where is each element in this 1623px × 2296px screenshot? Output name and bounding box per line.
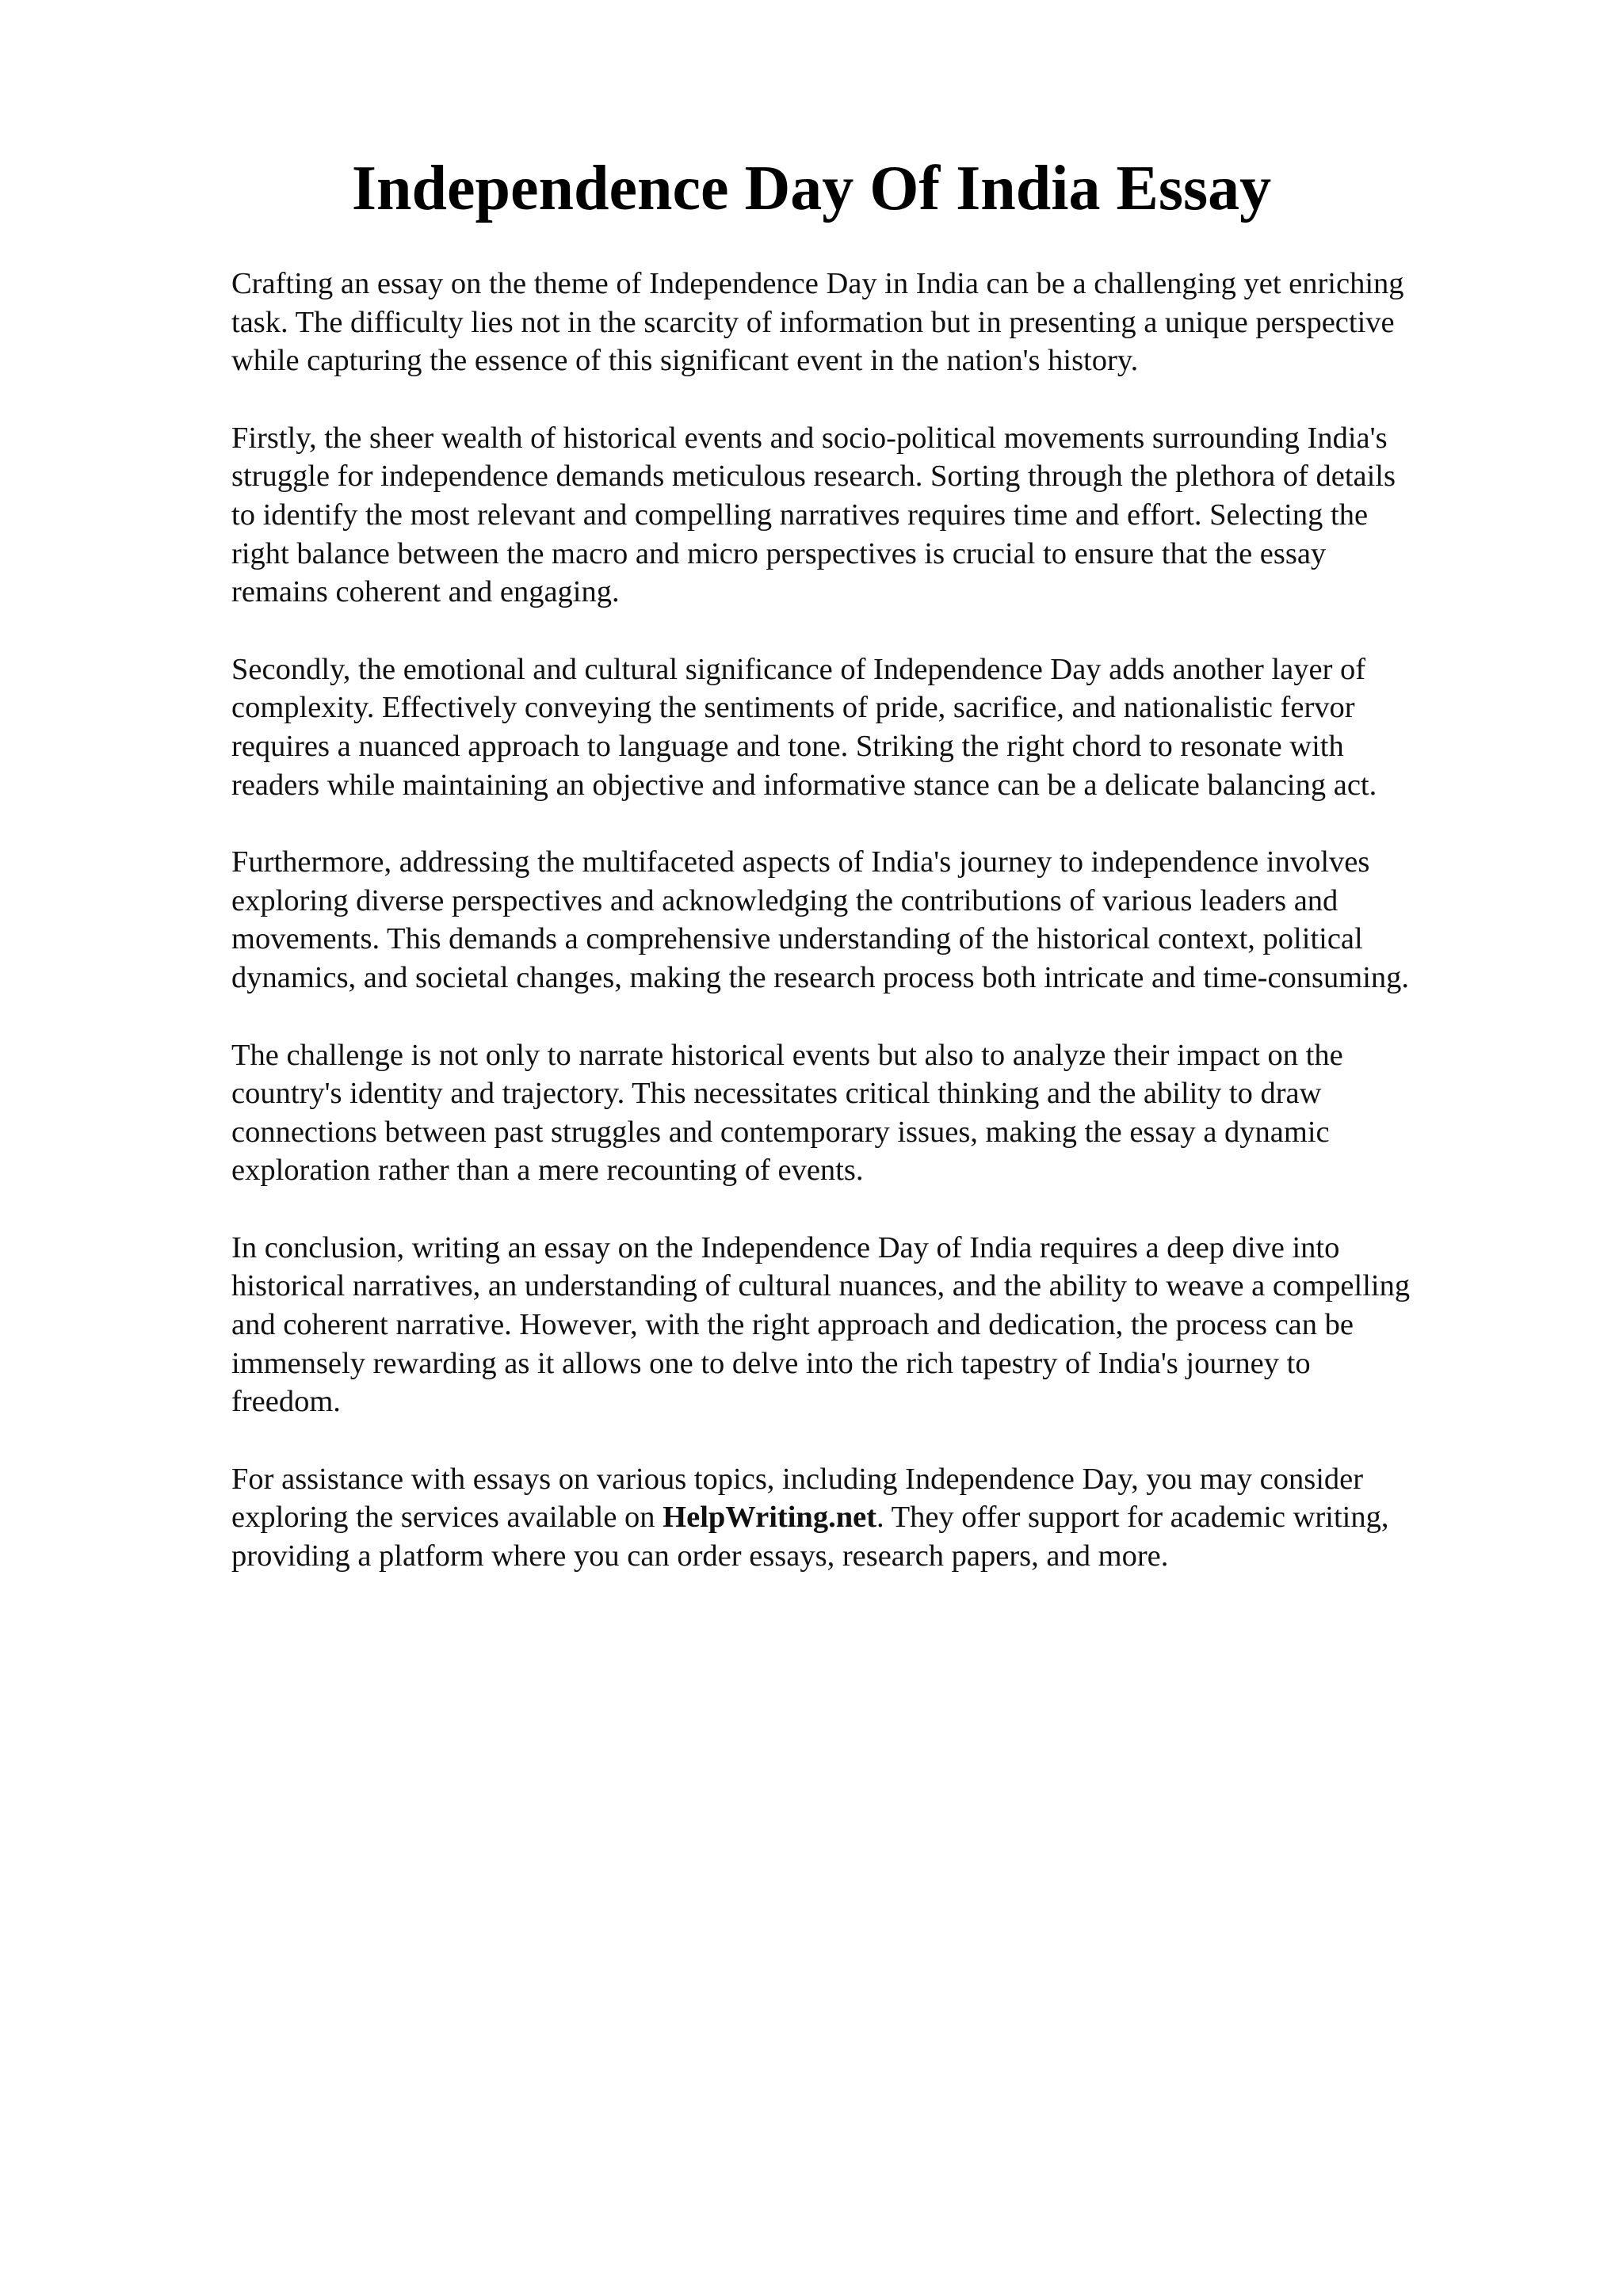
- document-body: [231, 265, 1515, 1615]
- paragraph-line: In conclusion, writing an essay on the Independence Day of India requires a deep dive into: [231, 1230, 1340, 1264]
- paragraph-line: and coherent narrative. However, with the right approach and dedication, the process can be: [231, 1308, 1354, 1342]
- paragraph-line: movements. This demands a comprehensive understanding of the historical context, political: [231, 922, 1363, 956]
- paragraph-line: remains coherent and engaging.: [231, 575, 620, 609]
- paragraph-line: Firstly, the sheer wealth of historical events and socio-political movements surrounding India's: [231, 421, 1388, 455]
- paragraph-challenge: [231, 1036, 1515, 1190]
- paragraph-line: struggle for independence demands meticulous research. Sorting through the plethora of details: [231, 460, 1396, 494]
- paragraph-line: historical narratives, an understanding of cultural nuances, and the ability to weave a compelling: [231, 1269, 1411, 1303]
- paragraph-line: freedom.: [231, 1385, 341, 1419]
- paragraph-firstly: [231, 419, 1515, 612]
- document-title: Independence Day Of India Essay: [351, 154, 1272, 223]
- paragraph-line: exploration rather than a mere recounting of events.: [231, 1154, 864, 1188]
- paragraph-line-with-link: [231, 1498, 1515, 1537]
- helpwriting-brand-text: HelpWriting.net: [663, 1501, 877, 1535]
- paragraph-line: while capturing the essence of this significant event in the nation's history.: [231, 344, 1139, 378]
- paragraph-line: dynamics, and societal changes, making the research process both intricate and time-consuming.: [231, 960, 1410, 994]
- paragraph-line: to identify the most relevant and compelling narratives requires time and effort. Selecting the: [231, 498, 1369, 532]
- closing-text-before: exploring the services available on: [231, 1501, 663, 1535]
- paragraph-closing: [231, 1460, 1515, 1576]
- paragraph-line: country's identity and trajectory. This necessitates critical thinking and the ability to draw: [231, 1077, 1322, 1111]
- paragraph-line: right balance between the macro and micro perspectives is crucial to ensure that the essay: [231, 536, 1327, 570]
- closing-text-after: . They offer support for academic writing,: [876, 1501, 1389, 1535]
- paragraph-line: exploring diverse perspectives and acknowledging the contributions of various leaders and: [231, 883, 1338, 917]
- paragraph-line: Crafting an essay on the theme of Independence Day in India can be a challenging yet enriching: [231, 267, 1404, 300]
- paragraph-line: complexity. Effectively conveying the sentiments of pride, sacrifice, and nationalistic fervor: [231, 691, 1355, 725]
- paragraph-conclusion: [231, 1229, 1515, 1421]
- paragraph-furthermore: [231, 843, 1515, 997]
- paragraph-line: Secondly, the emotional and cultural significance of Independence Day adds another layer of: [231, 652, 1366, 686]
- paragraph-line: readers while maintaining an objective and informative stance can be a delicate balancing act.: [231, 768, 1377, 802]
- paragraph-line: providing a platform where you can order essays, research papers, and more.: [231, 1539, 1169, 1573]
- paragraph-line: The challenge is not only to narrate historical events but also to analyze their impact on the: [231, 1038, 1343, 1072]
- paragraph-line: immensely rewarding as it allows one to delve into the rich tapestry of India's journey to: [231, 1346, 1311, 1380]
- paragraph-line: For assistance with essays on various topics, including Independence Day, you may consider: [231, 1462, 1364, 1496]
- paragraph-line: task. The difficulty lies not in the scarcity of information but in presenting a unique perspective: [231, 305, 1395, 339]
- paragraph-line: connections between past struggles and contemporary issues, making the essay a dynamic: [231, 1115, 1330, 1149]
- paragraph-secondly: [231, 650, 1515, 804]
- paragraph-line: Furthermore, addressing the multifaceted aspects of India's journey to independence involves: [231, 845, 1370, 879]
- paragraph-intro: [231, 265, 1515, 380]
- paragraph-line: requires a nuanced approach to language and tone. Striking the right chord to resonate with: [231, 729, 1344, 763]
